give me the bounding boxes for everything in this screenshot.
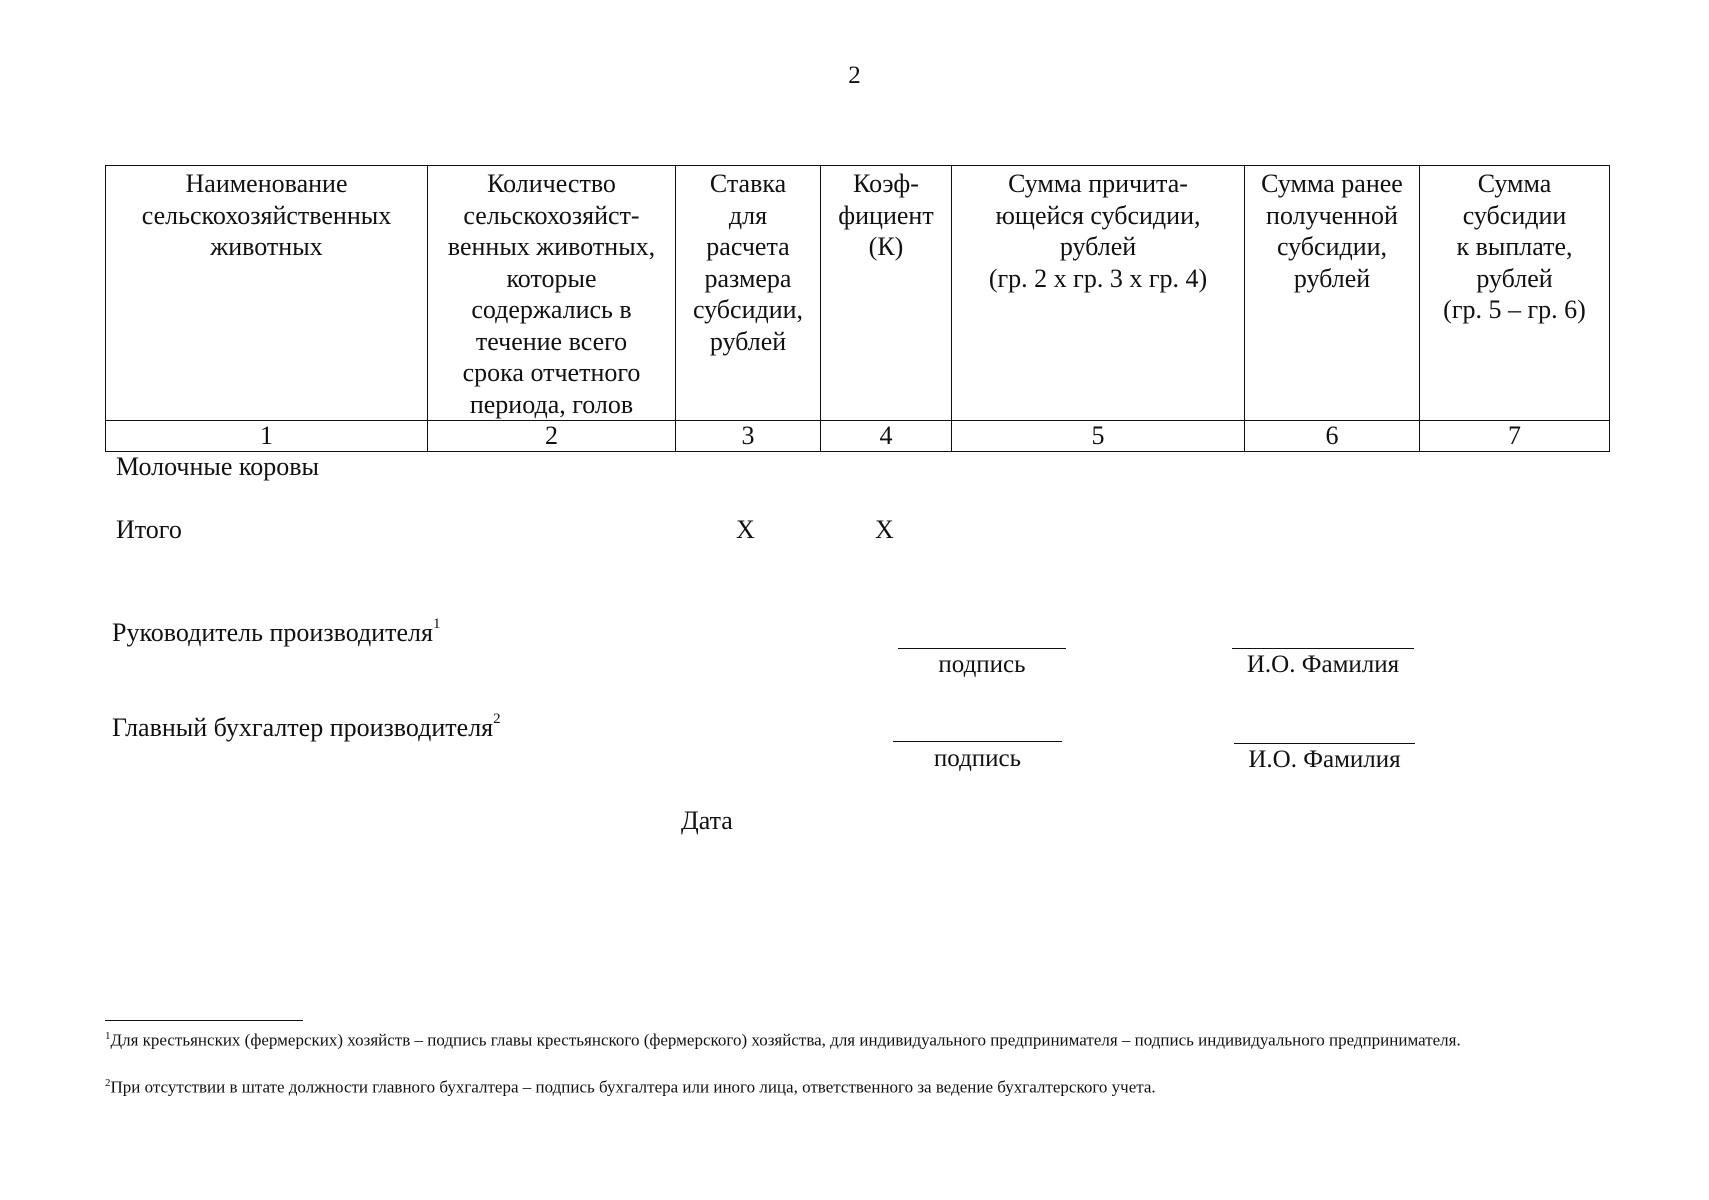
header-line: фициент <box>838 200 934 230</box>
header-line: Коэф- <box>853 169 919 198</box>
header-line: полученной <box>1266 200 1398 230</box>
header-line: Сумма причита- <box>1008 169 1188 198</box>
header-cell-3 <box>676 166 821 421</box>
manager-name-line <box>1232 648 1414 649</box>
header-line: Сумма ранее <box>1261 169 1403 198</box>
header-line: (гр. 2 х гр. 3 х гр. 4) <box>988 263 1208 293</box>
header-line: субсидии, <box>692 295 804 324</box>
subsidy-calculation-table <box>105 165 1610 452</box>
chief-accountant-name-line <box>1234 743 1415 744</box>
header-line: (К) <box>868 232 904 261</box>
header-line: сельскохозяйственных <box>141 200 392 230</box>
header-line: содержались в <box>471 295 632 324</box>
chief-accountant-name-caption: И.О. Фамилия <box>1248 746 1401 773</box>
header-line: размера <box>704 263 792 293</box>
header-line: субсидии, <box>1276 232 1388 261</box>
column-number-cell: 3 <box>676 421 821 452</box>
footnote-mark-2: 2 <box>105 1077 111 1089</box>
footnote-ref-2: 2 <box>493 711 501 728</box>
header-line: которые <box>506 263 597 293</box>
header-cell-1 <box>106 166 428 421</box>
footnote-divider <box>105 1020 303 1021</box>
header-line: ющейся субсидии, <box>995 200 1201 230</box>
column-number-cell: 6 <box>1245 421 1420 452</box>
header-line: животных <box>210 232 323 261</box>
header-cell-4 <box>821 166 952 421</box>
column-number-cell: 7 <box>1420 421 1610 452</box>
header-line: рублей <box>1293 263 1371 293</box>
row-label-total: Итого <box>116 515 182 544</box>
page-number: 2 <box>848 62 861 89</box>
chief-accountant-label: Главный бухгалтер производителя$^2$ <box>112 711 501 742</box>
header-line: для <box>728 200 768 230</box>
column-number-cell: 1 <box>106 421 428 452</box>
header-line: венных животных, <box>447 232 656 261</box>
column-number-cell: 5 <box>952 421 1245 452</box>
header-line: Сумма <box>1477 169 1552 198</box>
header-line: к выплате, <box>1456 232 1573 261</box>
footnote-ref-1: 1 <box>432 616 441 633</box>
column-number-row <box>106 421 1610 452</box>
chief-accountant-signature-line <box>893 741 1062 742</box>
column-number-cell: 2 <box>428 421 676 452</box>
date-label: Дата <box>681 806 733 835</box>
header-line: (гр. 5 – гр. 6) <box>1443 295 1586 324</box>
header-line: субсидии <box>1462 200 1567 230</box>
header-line: Количество <box>487 169 616 198</box>
footnote-1: $^1$Для крестьянских (фермерских) хозяйств – подпись главы крестьянского (фермерского) хозяйства, для индивидуального предпринимателя – подпись индивидуального предпринимателя. <box>105 1030 1461 1050</box>
total-col4-mark: Х <box>875 515 894 544</box>
header-line: расчета <box>706 232 790 261</box>
manager-name-caption: И.О. Фамилия <box>1246 651 1400 678</box>
header-cell-7 <box>1420 166 1610 421</box>
footnote-2: $^2$При отсутствии в штате должности главного бухгалтера – подпись бухгалтера или иного лица, ответственного за ведение бухгалтерского учета. <box>105 1077 1156 1097</box>
row-label-dairy-cows: Молочные коровы <box>116 452 319 481</box>
header-line: Наименование <box>185 169 348 198</box>
header-line: Ставка <box>709 169 787 198</box>
manager-label: Руководитель производителя$^1$ <box>112 616 441 647</box>
chief-accountant-signature-caption: подпись <box>933 745 1022 772</box>
header-line: рублей <box>1059 232 1137 261</box>
manager-signature-caption: подпись <box>938 651 1026 678</box>
footnote-mark-1: 1 <box>105 1030 111 1042</box>
header-line: срока отчетного <box>462 358 641 387</box>
header-line: периода, голов <box>469 389 634 419</box>
manager-signature-line <box>898 648 1066 649</box>
total-col3-mark: Х <box>736 515 755 544</box>
header-cell-2 <box>428 166 676 421</box>
table-header-row <box>106 166 1610 421</box>
header-cell-6 <box>1245 166 1420 421</box>
header-line: рублей <box>1476 263 1553 293</box>
header-line: рублей <box>709 326 787 356</box>
column-number-cell: 4 <box>821 421 952 452</box>
header-cell-5 <box>952 166 1245 421</box>
header-line: сельскохозяйст- <box>463 200 640 230</box>
header-line: течение всего <box>475 326 628 356</box>
